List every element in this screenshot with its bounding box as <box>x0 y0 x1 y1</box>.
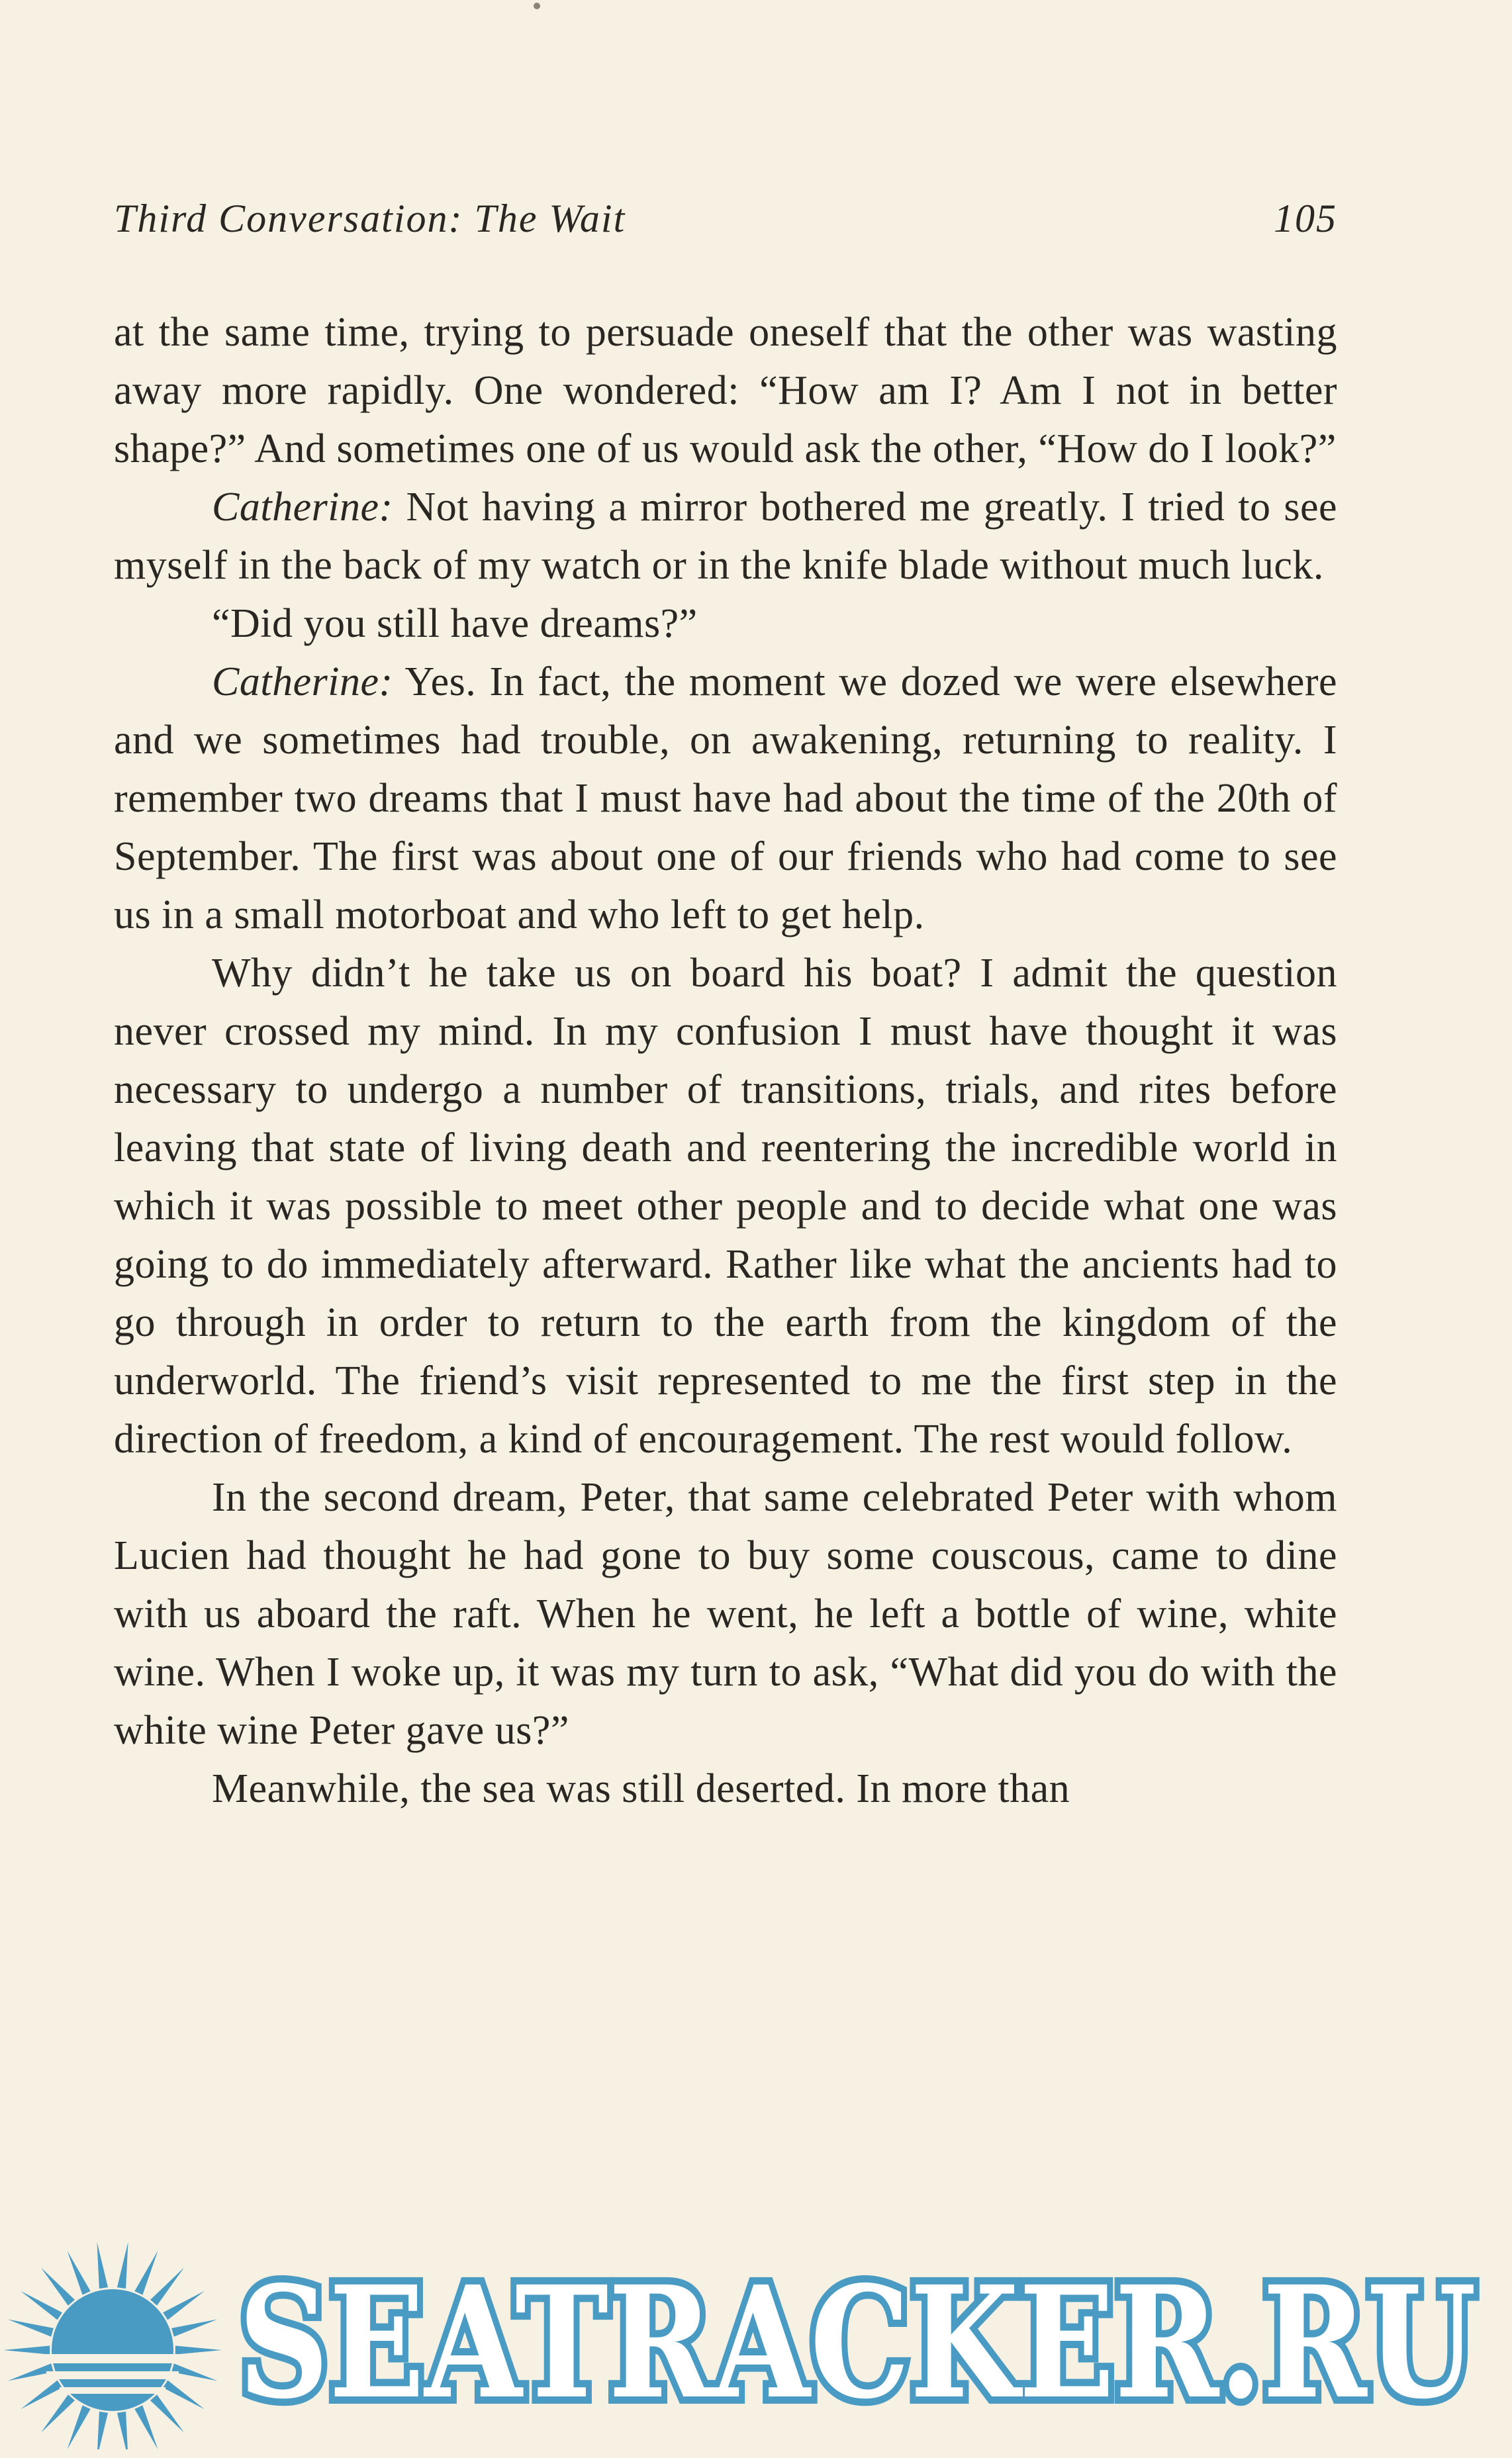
body-text <box>114 303 1337 1818</box>
sun-ray <box>117 2412 128 2449</box>
sun-icon <box>0 2224 225 2449</box>
speaker-label: Catherine: <box>212 485 393 530</box>
sun-ray <box>21 2381 62 2410</box>
sun-ray <box>8 2320 54 2337</box>
sun-ray <box>97 2412 109 2449</box>
sun-ray <box>3 2345 50 2354</box>
paragraph <box>114 478 1337 594</box>
paragraph-text: “Did you still have dreams?” <box>212 601 698 646</box>
paragraph <box>114 594 1337 653</box>
sun-ray <box>150 2394 184 2432</box>
svg-text:SEATRACKER.RU: SEATRACKER.RU <box>238 2264 1476 2423</box>
ink-speck <box>534 3 540 9</box>
paragraph <box>114 653 1337 944</box>
watermark-text <box>238 2264 1483 2423</box>
paragraph-text: Why didn’t he take us on board his boat? I admit the question never crossed my mind. In my confusion I must have thought it was necessary to undergo a number of transitions, trials, and rites before leaving that state of living death and reentering the incredible world in which it was possible to meet other people and to decide what one was going to do immediately afterward. Rather like what the ancients had to go through in order to return to the earth from the kingdom of the underworld. The friend’s visit represented to me the first step in the direction of freedom, a kind of encouragement. The rest would follow. <box>114 951 1337 1462</box>
paragraph <box>114 1760 1337 1818</box>
watermark <box>0 2224 1512 2449</box>
sun-ray <box>150 2267 184 2305</box>
running-title: Third Conversation: The Wait <box>114 197 626 240</box>
paragraph-text: Not having a mirror bothered me greatly. I tried to see myself in the back of my watch or in the knife blade without much luck. <box>114 485 1338 588</box>
sun-ray <box>68 2251 91 2295</box>
sun-ray <box>21 2291 62 2320</box>
sun-ray <box>163 2291 205 2320</box>
page-header <box>114 196 1337 249</box>
sun-ray <box>117 2242 128 2289</box>
sun-ray <box>134 2251 158 2295</box>
paragraph-text: Meanwhile, the sea was still deserted. In more than <box>212 1766 1070 1811</box>
sun-ray <box>41 2267 75 2305</box>
page-number: 105 <box>1274 197 1337 240</box>
paragraph <box>114 1468 1337 1760</box>
paragraph <box>114 944 1337 1468</box>
speaker-label: Catherine: <box>212 659 393 704</box>
sun-ray <box>163 2381 205 2410</box>
paragraph-text: In the second dream, Peter, that same celebrated Peter with whom Lucien had thought he had gone to buy some couscous, came to dine with us aboard the raft. When he went, he left a bottle of wine, white wine. When I woke up, it was my turn to ask, “What did you do with the white wine Peter gave us?” <box>114 1475 1337 1753</box>
sun-ray <box>41 2394 75 2432</box>
paragraph <box>114 303 1337 478</box>
sun-ray <box>171 2320 217 2337</box>
paragraph-text: at the same time, trying to persuade oneself that the other was wasting away more rapidly. One wondered: “How am I? Am I not in better shape?” And sometimes one of us would ask the other, “How do I look?” <box>114 310 1337 471</box>
sun-ray <box>134 2405 158 2449</box>
sun-ray <box>68 2405 91 2449</box>
paragraph-text: Yes. In fact, the moment we dozed we were elsewhere and we sometimes had trouble, on awakening, returning to reality. I remember two dreams that I must have had about the time of the 20th of September. The first was about one of our friends who had come to see us in a small motorboat and who left to get help. <box>114 659 1337 937</box>
sun-ray <box>97 2242 109 2289</box>
sun-ray <box>175 2345 222 2354</box>
